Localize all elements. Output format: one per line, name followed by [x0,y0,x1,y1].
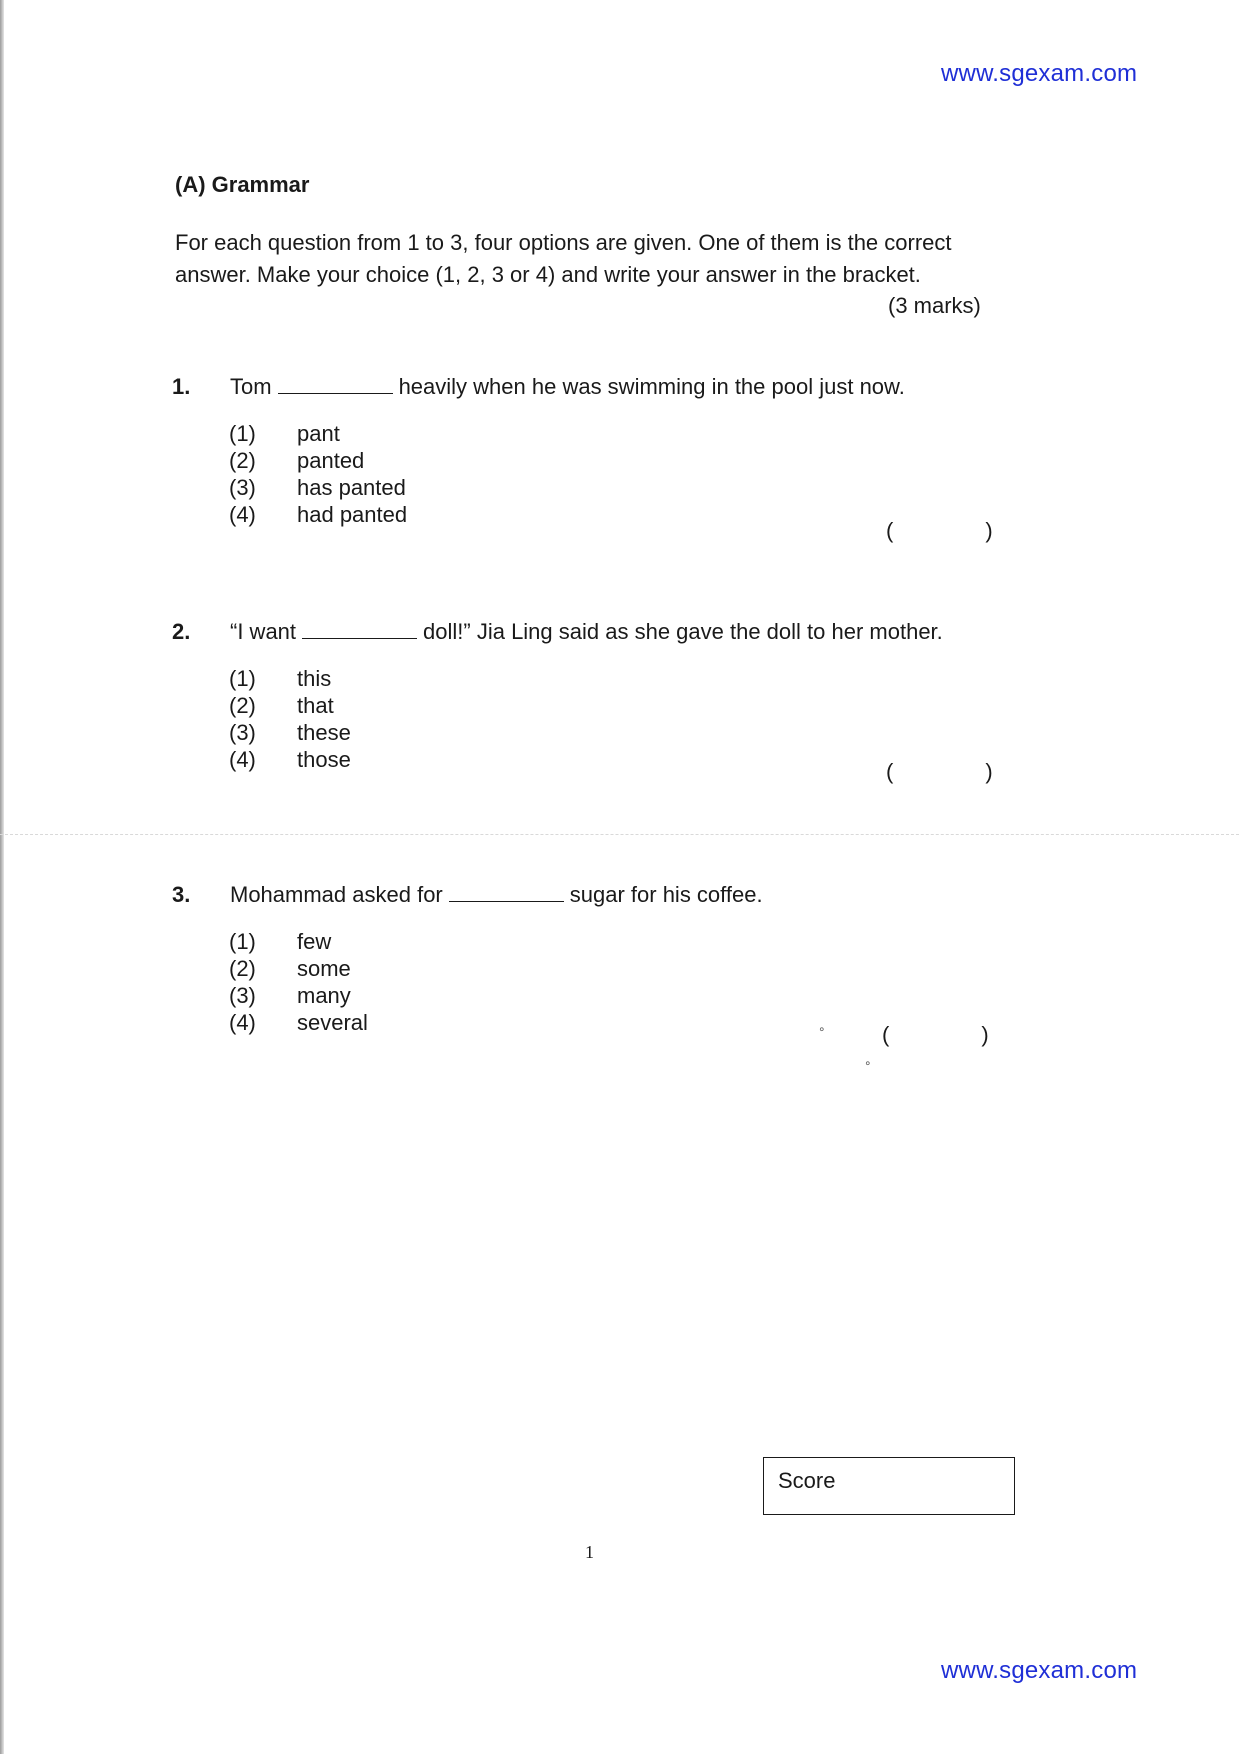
question-number: 1. [172,374,191,399]
option-number: (4) [229,747,256,772]
score-label: Score [778,1468,836,1493]
option-text: panted [297,448,365,473]
option [229,447,407,474]
option [229,928,368,955]
option-number: (4) [229,1010,256,1035]
bracket-open: ( [886,759,894,784]
option-text: those [297,747,351,772]
question-stem [230,619,943,645]
answer-bracket[interactable] [886,518,993,544]
page-number: 1 [585,1542,594,1562]
option-number: (2) [229,956,256,981]
option-number: (2) [229,448,256,473]
bracket-open: ( [886,518,894,543]
option [229,501,407,528]
option-number: (2) [229,693,256,718]
stem-before-blank: “I want [230,619,297,644]
option-number: (1) [229,421,256,446]
answer-bracket[interactable] [882,1022,989,1048]
section-instructions: For each question from 1 to 3, four options are given. One of them is the correct answer. Make your choice (1, 2, 3 or 4) and write your answer in the bracket. [175,230,952,287]
ink-speck: ∘ [818,1022,826,1036]
scan-fold-line [0,834,1239,835]
option-list [229,420,407,528]
option [229,474,407,501]
answer-blank [302,620,417,639]
question-stem [230,374,905,400]
header-site-link[interactable]: www.sgexam.com [941,60,1138,87]
bracket-close: ) [981,1022,989,1047]
question-stem [230,882,763,908]
scan-edge [0,0,4,1754]
option-text: had panted [297,502,408,527]
ink-speck: ∘ [864,1056,872,1070]
option [229,746,351,773]
option [229,719,351,746]
option-text: few [297,929,332,954]
stem-before-blank: Mohammad asked for [230,882,443,907]
option-text: some [297,956,351,981]
option [229,1009,368,1036]
option-number: (3) [229,983,256,1008]
section-title: (A) Grammar [175,172,310,197]
option-text: pant [297,421,340,446]
option-text: that [297,693,334,718]
stem-after-blank: heavily when he was swimming in the pool just now. [398,374,905,399]
option-text: many [297,983,351,1008]
answer-blank [449,883,564,902]
answer-bracket[interactable] [886,759,993,785]
option-list [229,665,351,773]
section-marks: (3 marks) [888,293,981,318]
option-number: (3) [229,720,256,745]
option-number: (3) [229,475,256,500]
option [229,955,368,982]
question-number: 2. [172,619,191,644]
option-text: has panted [297,475,406,500]
bracket-close: ) [985,518,993,543]
bracket-open: ( [882,1022,890,1047]
option-text: these [297,720,351,745]
stem-before-blank: Tom [230,374,272,399]
stem-after-blank: doll!” Jia Ling said as she gave the doll to her mother. [423,619,943,644]
option-text: this [297,666,332,691]
footer-site-link[interactable]: www.sgexam.com [941,1657,1138,1684]
option-number: (4) [229,502,256,527]
option [229,692,351,719]
option-list [229,928,368,1036]
option [229,982,368,1009]
option [229,420,407,447]
answer-blank [278,375,393,394]
bracket-close: ) [985,759,993,784]
option-number: (1) [229,929,256,954]
score-box [763,1457,1015,1515]
question-number: 3. [172,882,191,907]
option [229,665,351,692]
stem-after-blank: sugar for his coffee. [569,882,763,907]
option-number: (1) [229,666,256,691]
option-text: several [297,1010,368,1035]
